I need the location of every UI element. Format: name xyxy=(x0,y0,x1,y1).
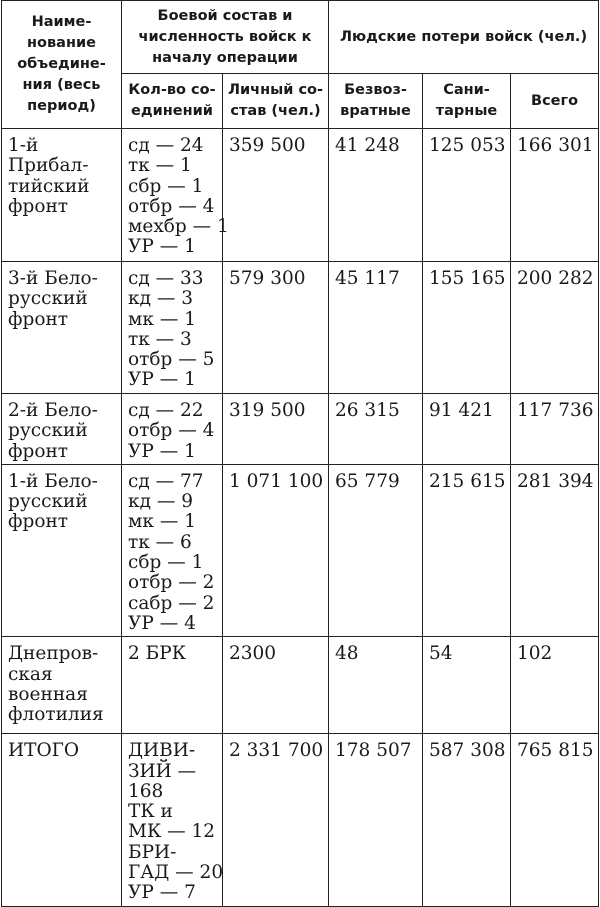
header-irrecoverable xyxy=(329,74,423,129)
header-line: вратные xyxy=(340,103,411,119)
formation-name-cell-line: русский xyxy=(8,420,88,442)
formation-name-cell-line: русский xyxy=(8,491,88,513)
header-line: объедине- xyxy=(17,56,106,72)
irrecoverable-losses-cell: 48 xyxy=(329,637,423,734)
total-losses-cell: 765 815 xyxy=(511,734,599,906)
units-composition-cell-line: тк — 6 xyxy=(128,531,192,553)
units-composition-cell-line: УР — 1 xyxy=(128,236,196,258)
units-composition-cell-line: УР — 1 xyxy=(128,440,196,462)
units-composition-cell-line: кд — 9 xyxy=(128,491,193,513)
total-losses-cell: 281 394 xyxy=(511,464,599,636)
units-composition-cell-line: тк — 3 xyxy=(128,328,192,350)
header-line: началу операции xyxy=(152,49,298,66)
formation-name-cell xyxy=(2,129,122,262)
sanitary-losses-cell: 587 308 xyxy=(423,734,511,906)
header-line: Боевой состав и xyxy=(157,7,293,24)
header-total: Всего xyxy=(511,74,599,129)
sanitary-losses-cell: 215 615 xyxy=(423,464,511,636)
formation-name-cell-line: тийский xyxy=(8,175,90,197)
sanitary-losses-cell: 91 421 xyxy=(423,394,511,465)
header-line: Личный со- xyxy=(227,82,324,98)
formation-name-cell-line: фронт xyxy=(8,440,69,462)
table-row xyxy=(2,262,599,394)
formation-name-cell-line: 1-й Бело- xyxy=(8,470,98,492)
irrecoverable-losses-cell: 178 507 xyxy=(329,734,423,906)
sanitary-losses-cell: 125 053 xyxy=(423,129,511,262)
total-losses-cell: 166 301 xyxy=(511,129,599,262)
sanitary-losses-cell: 155 165 xyxy=(423,262,511,394)
units-composition-cell xyxy=(122,394,223,465)
units-composition-cell-line: сд — 24 xyxy=(128,135,204,156)
units-composition-cell-line: ТК и xyxy=(128,801,173,823)
units-composition-cell-line: сбр — 1 xyxy=(128,552,204,574)
formation-name-cell-line: Прибал- xyxy=(8,155,89,177)
table-row xyxy=(2,129,599,262)
units-composition-cell xyxy=(122,464,223,636)
units-composition-cell-line: 2 БРК xyxy=(128,643,187,665)
formation-name-cell-line: фронт xyxy=(8,308,69,330)
header-line: Безвоз- xyxy=(344,82,407,98)
units-composition-cell xyxy=(122,129,229,262)
units-composition-cell-line: сабр — 2 xyxy=(128,592,215,614)
units-composition-cell-line: сд — 33 xyxy=(128,268,204,289)
header-line: ния (весь xyxy=(22,77,101,93)
table-row xyxy=(2,394,599,465)
header-line: Наиме- xyxy=(31,14,92,30)
header-line: численность войск к xyxy=(138,28,312,45)
total-losses-cell: 200 282 xyxy=(511,262,599,394)
units-composition-cell-line: кд — 3 xyxy=(128,288,193,310)
header-line: Кол-во со- xyxy=(128,82,216,98)
header-formation-name xyxy=(2,1,122,129)
header-line: период) xyxy=(27,98,96,114)
sanitary-losses-cell: 54 xyxy=(423,637,511,734)
units-composition-cell-line: мк — 1 xyxy=(128,511,196,533)
table-row xyxy=(2,637,599,734)
header-group-losses xyxy=(329,1,599,74)
units-composition-cell-line: отбр — 4 xyxy=(128,195,215,217)
units-composition-cell-line: мк — 1 xyxy=(128,308,196,330)
table-row xyxy=(2,464,599,636)
personnel-cell: 359 500 xyxy=(223,129,329,262)
header-sanitary xyxy=(423,74,511,129)
formation-name-cell xyxy=(2,394,122,465)
formation-name-cell-line: флотилия xyxy=(8,704,104,726)
header-line: Людские потери войск (чел.) xyxy=(339,28,588,45)
units-composition-cell-line: МК — 12 xyxy=(128,821,216,843)
units-composition-cell-line: отбр — 4 xyxy=(128,420,215,442)
units-composition-cell-line: УР — 4 xyxy=(128,612,196,634)
units-composition-cell-line: мехбр — 1 xyxy=(128,216,229,238)
units-composition-cell-line: отбр — 2 xyxy=(128,572,215,594)
units-composition-cell-line: сд — 22 xyxy=(128,400,204,421)
formation-name-cell xyxy=(2,637,122,734)
formation-name-cell xyxy=(2,464,122,636)
formation-name-cell-line: 1-й xyxy=(8,135,39,156)
personnel-cell: 319 500 xyxy=(223,394,329,465)
units-composition-cell-line: УР — 1 xyxy=(128,369,196,391)
table-body xyxy=(2,129,599,907)
personnel-cell: 2 331 700 xyxy=(223,734,329,906)
operation-losses-table xyxy=(1,0,599,907)
personnel-cell: 1 071 100 xyxy=(223,464,329,636)
header-line: тарные xyxy=(435,103,498,119)
personnel-cell: 579 300 xyxy=(223,262,329,394)
header-units-count xyxy=(122,74,223,129)
units-composition-cell-line: тк — 1 xyxy=(128,155,192,177)
formation-name-cell xyxy=(2,734,122,906)
formation-name-cell-line: 2-й Бело- xyxy=(8,400,98,421)
units-composition-cell-line: отбр — 5 xyxy=(128,349,215,371)
header-line: единений xyxy=(131,103,213,119)
irrecoverable-losses-cell: 41 248 xyxy=(329,129,423,262)
header-line: став (чел.) xyxy=(230,103,321,119)
irrecoverable-losses-cell: 45 117 xyxy=(329,262,423,394)
units-composition-cell xyxy=(122,734,223,906)
formation-name-cell-line: русский xyxy=(8,288,88,310)
formation-name-cell-line: фронт xyxy=(8,511,69,533)
formation-name-cell-line: ИТОГО xyxy=(8,740,80,762)
formation-name-cell-line: фронт xyxy=(8,195,69,217)
units-composition-cell-line: БРИ- xyxy=(128,841,177,863)
units-composition-cell-line: 168 xyxy=(128,780,164,802)
total-losses-cell: 102 xyxy=(511,637,599,734)
units-composition-cell-line: ДИВИ- xyxy=(128,740,196,762)
table-row xyxy=(2,734,599,906)
formation-name-cell-line: ская xyxy=(8,663,53,685)
irrecoverable-losses-cell: 65 779 xyxy=(329,464,423,636)
units-composition-cell xyxy=(122,262,223,394)
units-composition-cell-line: сбр — 1 xyxy=(128,175,204,197)
units-composition-cell-line: сд — 77 xyxy=(128,470,204,492)
formation-name-cell-line: Днепров- xyxy=(8,643,99,665)
units-composition-cell-line: ЗИЙ — xyxy=(128,760,197,782)
header-group-combat-strength xyxy=(122,1,329,74)
personnel-cell: 2300 xyxy=(223,637,329,734)
units-composition-cell-line: ГАД — 20 xyxy=(128,862,224,884)
formation-name-cell-line: 3-й Бело- xyxy=(8,268,98,289)
total-losses-cell: 117 736 xyxy=(511,394,599,465)
header-line: Сани- xyxy=(443,82,490,98)
irrecoverable-losses-cell: 26 315 xyxy=(329,394,423,465)
header-line: нование xyxy=(27,35,96,51)
units-composition-cell xyxy=(122,637,223,734)
formation-name-cell-line: военная xyxy=(8,683,88,705)
formation-name-cell xyxy=(2,262,122,394)
header-personnel xyxy=(223,74,329,129)
units-composition-cell-line: УР — 7 xyxy=(128,882,196,904)
